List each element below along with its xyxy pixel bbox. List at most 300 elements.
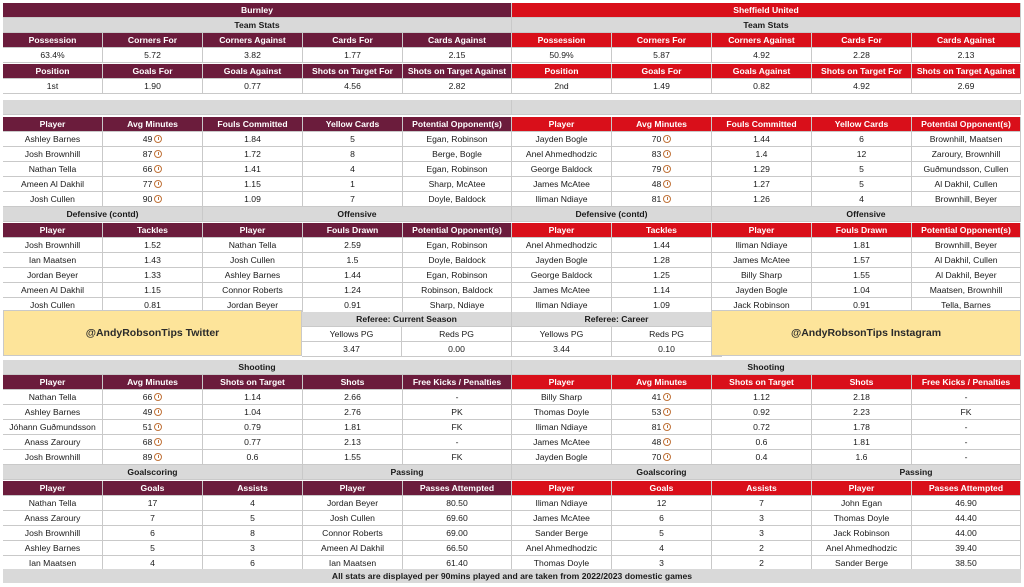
offensive-header (812, 223, 912, 238)
player-name-text: Ameen Al Dakhil (20, 285, 85, 295)
stat-value (612, 450, 712, 465)
stat-value (103, 450, 203, 465)
player-name-text: Jayden Bogle (535, 255, 588, 265)
player-name-text: Jordan Beyer (226, 300, 279, 310)
shooting-label-row (3, 360, 512, 375)
team-stats-header (303, 64, 403, 79)
table-row (512, 405, 1021, 420)
goalscoring-header-text: Goals (140, 483, 165, 493)
twitter-promo[interactable] (3, 310, 302, 356)
defensive-header (812, 117, 912, 132)
table-row (3, 268, 512, 283)
reds-label (402, 327, 512, 342)
team-stats-value-text: 5.87 (653, 50, 670, 60)
player-name (712, 238, 812, 253)
player-name-text: Nathan Tella (28, 164, 77, 174)
table-row (3, 253, 512, 268)
player-name (3, 435, 103, 450)
stat-value (712, 526, 812, 541)
team-stats-header-text: Shots on Target For (820, 66, 902, 76)
stat-value-text: 6 (150, 528, 155, 538)
player-name (512, 192, 612, 207)
stat-value (203, 132, 303, 147)
shooting-header (3, 375, 103, 390)
stat-value (612, 147, 712, 162)
stat-value (612, 238, 712, 253)
team-stats-value (812, 79, 912, 94)
stat-value (612, 283, 712, 298)
tackles-header (612, 223, 712, 238)
shooting-header (403, 375, 512, 390)
shooting-header (712, 375, 812, 390)
player-name-text: Anass Zaroury (24, 513, 81, 523)
goalscoring-header-text: Player (39, 483, 66, 493)
stat-value (403, 541, 512, 556)
team-stats-value (103, 79, 203, 94)
player-name-text: George Baldock (530, 270, 593, 280)
team-stats-value (512, 79, 612, 94)
clock-icon (154, 135, 162, 143)
stat-value-text: 1.41 (244, 164, 261, 174)
player-name (512, 511, 612, 526)
stat-value (403, 177, 512, 192)
yellows-label (512, 327, 612, 342)
defensive-header-row (512, 117, 1021, 132)
stat-value (303, 405, 403, 420)
player-name-text: Ashley Barnes (24, 543, 81, 553)
table-row (512, 390, 1021, 405)
table-row (512, 496, 1021, 511)
referee-label (512, 312, 722, 327)
shooting-header (812, 375, 912, 390)
stat-value (712, 435, 812, 450)
stat-value-text: 1.04 (853, 285, 870, 295)
stat-value-text: 1.12 (753, 392, 770, 402)
twitter-handle[interactable]: @AndyRobsonTips Twitter (85, 327, 220, 339)
stat-value-text: Egan, Robinson (426, 134, 488, 144)
player-name (512, 450, 612, 465)
player-name (303, 496, 403, 511)
team-stats-header-text: Cards Against (428, 35, 486, 45)
stat-value-text: 1.15 (244, 179, 261, 189)
team-stats-header-text: Shots on Target Against (916, 66, 1016, 76)
player-name (3, 268, 103, 283)
tackles-header (103, 223, 203, 238)
player-name (203, 283, 303, 298)
referee-label-row (302, 312, 512, 327)
stat-value (912, 526, 1021, 541)
stat-value (812, 450, 912, 465)
offensive-header (403, 223, 512, 238)
stat-value (203, 511, 303, 526)
player-name-text: Anass Zaroury (24, 437, 81, 447)
shooting-label (3, 360, 512, 375)
player-name-text: Jayden Bogle (735, 285, 788, 295)
stat-value-text: 5 (859, 179, 864, 189)
team-stats-header (103, 33, 203, 48)
passing-header (812, 481, 912, 496)
player-name-text: Jayden Bogle (535, 134, 588, 144)
stat-value-text: 2 (759, 558, 764, 568)
shooting-label (512, 360, 1021, 375)
stat-value-text: 1.28 (653, 255, 670, 265)
player-name-text: Ashley Barnes (224, 270, 281, 280)
instagram-handle[interactable]: @AndyRobsonTips Instagram (790, 327, 942, 339)
defensive-header-text: Potential Opponent(s) (921, 119, 1011, 129)
team-stats-header (812, 33, 912, 48)
stat-value-text: Robinson, Baldock (421, 285, 493, 295)
stat-value-text: Maatsen, Brownhill (929, 285, 1003, 295)
table-row (3, 238, 512, 253)
stat-value-text: 69.60 (446, 513, 468, 523)
player-name-text: Anel Ahmedhodzic (525, 149, 598, 159)
team-stats-header (612, 33, 712, 48)
table-row (3, 541, 512, 556)
referee-career-block (512, 312, 722, 357)
team-stats-label-row (3, 18, 512, 33)
defensive-header (203, 117, 303, 132)
stat-value-text: 0.77 (244, 437, 261, 447)
team-stats-value (303, 79, 403, 94)
shooting-header-text: Avg Minutes (636, 377, 687, 387)
reds-value-text: 0.10 (658, 344, 675, 354)
team-stats-header-text: Corners For (636, 35, 687, 45)
yellows-value (512, 342, 612, 357)
team-stats-header-text: Corners Against (219, 35, 286, 45)
yellows-label-text: Yellows PG (329, 329, 374, 339)
stat-value-text: - (455, 392, 459, 402)
stat-value-text: Egan, Robinson (426, 164, 488, 174)
shooting-header-row (512, 375, 1021, 390)
stat-value-text: Al Dakhil, Cullen (934, 179, 998, 189)
stat-value-text: 2.13 (344, 437, 361, 447)
player-name (3, 420, 103, 435)
team-stats-header-text: Position (544, 66, 579, 76)
stat-value (812, 268, 912, 283)
team-stats-value-text: 2.69 (957, 81, 975, 91)
player-name-text: Ameen Al Dakhil (20, 179, 85, 189)
team-stats-value-row-2 (3, 79, 512, 94)
team-stats-header-row (512, 33, 1021, 48)
player-name-text: Jordan Beyer (326, 498, 379, 508)
player-name-text: Nathan Tella (28, 498, 77, 508)
player-name-text: James McAtee (533, 513, 590, 523)
stat-value (712, 132, 812, 147)
stat-value-text: 1.04 (244, 407, 261, 417)
stat-value-text: 41 (651, 392, 662, 402)
defensive-header-text: Player (39, 119, 66, 129)
stat-value (812, 390, 912, 405)
stat-value-text: 1 (350, 179, 355, 189)
team-stats-header-text: Corners For (127, 35, 178, 45)
stat-value-text: 4 (659, 543, 664, 553)
stat-value (812, 405, 912, 420)
stat-value-text: 6 (250, 558, 255, 568)
stat-value (403, 268, 512, 283)
player-name-text: Jayden Bogle (535, 452, 588, 462)
sheffield-panel (512, 3, 1021, 583)
section-label-row (512, 465, 1021, 480)
defensive-contd-label (512, 207, 712, 222)
clock-icon (663, 408, 671, 416)
stat-value (403, 253, 512, 268)
stat-value-text: 4 (350, 164, 355, 174)
goalscoring-header-text: Goals (649, 483, 674, 493)
player-name-text: Josh Brownhill (24, 240, 81, 250)
stat-value-text: 2.23 (853, 407, 870, 417)
team-stats-header-text: Shots on Target Against (407, 66, 507, 76)
team-stats-value-text: 1st (46, 81, 59, 91)
team-stats-header-text: Cards Against (937, 35, 995, 45)
player-name (512, 541, 612, 556)
table-row (512, 511, 1021, 526)
goalscoring-header (103, 481, 203, 496)
player-name (512, 238, 612, 253)
stat-value (912, 390, 1021, 405)
player-name-text: Connor Roberts (222, 285, 283, 295)
stat-value (303, 420, 403, 435)
team-stats-value (712, 48, 812, 63)
section-label-row (3, 465, 512, 480)
stat-value-text: 0.6 (246, 452, 259, 462)
player-name (512, 268, 612, 283)
stat-value-text: - (964, 392, 968, 402)
stat-value-text: 66 (142, 392, 153, 402)
stat-value (303, 253, 403, 268)
stat-value-text: 6 (659, 513, 664, 523)
team-stats-value-text: 3.82 (244, 50, 261, 60)
stat-value-text: 39.40 (955, 543, 977, 553)
table-row (3, 132, 512, 147)
player-name-text: Sander Berge (834, 558, 889, 568)
shooting-header-row (3, 375, 512, 390)
shooting-header (303, 375, 403, 390)
shooting-label-row (512, 360, 1021, 375)
player-name (3, 496, 103, 511)
stat-value (303, 435, 403, 450)
stat-value (403, 147, 512, 162)
passing-header-text: Player (848, 483, 875, 493)
tackles-header-text: Player (39, 225, 66, 235)
stat-value-text: 5 (150, 543, 155, 553)
stat-value-text: 8 (350, 149, 355, 159)
stat-value-text: 1.4 (755, 149, 768, 159)
goalscoring-label-text: Goalscoring (127, 467, 178, 477)
stat-value (912, 162, 1021, 177)
table-row (3, 511, 512, 526)
team-banner-row (3, 3, 512, 18)
shooting-header-text: Shots on Target (220, 377, 285, 387)
team-stats-value (512, 48, 612, 63)
table-row (3, 162, 512, 177)
team-stats-value-text: 2.28 (853, 50, 870, 60)
team-stats-value (612, 48, 712, 63)
stat-value (812, 283, 912, 298)
defensive-header-text: Fouls Committed (726, 119, 797, 129)
defensive-header-text: Yellow Cards (325, 119, 380, 129)
table-row (3, 435, 512, 450)
stat-value (712, 450, 812, 465)
team-stats-value-text: 1.49 (653, 81, 670, 91)
table-row (3, 496, 512, 511)
instagram-promo[interactable] (711, 310, 1021, 356)
table-row (512, 283, 1021, 298)
stat-value (612, 511, 712, 526)
shooting-header (203, 375, 303, 390)
stat-value (303, 268, 403, 283)
team-stats-value-text: 4.92 (753, 50, 770, 60)
stat-value-text: FK (451, 452, 463, 462)
stat-value-text: 1.81 (344, 422, 361, 432)
stat-value (303, 238, 403, 253)
stat-value-text: 12 (856, 149, 867, 159)
team-stats-header (912, 64, 1021, 79)
clock-icon (154, 438, 162, 446)
stat-value-text: - (964, 437, 968, 447)
stat-value-text: 1.44 (753, 134, 770, 144)
defensive-header (612, 117, 712, 132)
tackles-header-text: Tackles (137, 225, 168, 235)
stat-value (712, 147, 812, 162)
stat-value-text: 4 (859, 194, 864, 204)
player-name (3, 283, 103, 298)
stat-value (612, 541, 712, 556)
stat-value-text: Brownhill, Maatsen (929, 134, 1003, 144)
defensive-header (403, 117, 512, 132)
passing-label (812, 465, 1021, 480)
stat-value (103, 435, 203, 450)
clock-icon (154, 453, 162, 461)
stat-value-text: 48 (651, 437, 662, 447)
team-name (3, 3, 512, 18)
stat-value-text: 1.44 (344, 270, 361, 280)
offensive-header-text: Potential Opponent(s) (412, 225, 502, 235)
stat-value (612, 405, 712, 420)
player-name (812, 511, 912, 526)
stat-value (103, 541, 203, 556)
stats-sheet (3, 3, 1021, 583)
player-name-text: James McAtee (533, 437, 590, 447)
yellows-value (302, 342, 402, 357)
clock-icon (663, 393, 671, 401)
stat-value-text: 70 (651, 452, 662, 462)
team-stats-header (103, 64, 203, 79)
stat-value (403, 496, 512, 511)
team-name-text: Sheffield United (733, 5, 799, 15)
player-name (812, 541, 912, 556)
team-stats-header-text: Goals Against (732, 66, 791, 76)
team-stats-value-text: 1.77 (344, 50, 361, 60)
player-name-text: James McAtee (533, 285, 590, 295)
team-stats-value (303, 48, 403, 63)
team-stats-label-text: Team Stats (234, 20, 280, 30)
player-name-text: Ashley Barnes (24, 407, 81, 417)
stat-value (203, 420, 303, 435)
player-name (712, 283, 812, 298)
stat-value (403, 390, 512, 405)
stat-value (812, 435, 912, 450)
player-name-text: James McAtee (733, 255, 790, 265)
stat-value-text: Doyle, Baldock (428, 255, 486, 265)
stat-value-text: Al Dakhil, Cullen (934, 255, 998, 265)
goalscoring-header (512, 481, 612, 496)
player-name (3, 253, 103, 268)
stat-value (912, 496, 1021, 511)
stat-value (912, 450, 1021, 465)
passing-header (403, 481, 512, 496)
player-name-text: Ashley Barnes (24, 134, 81, 144)
stat-value-text: 46.90 (955, 498, 977, 508)
stat-value (403, 450, 512, 465)
stat-value-text: 1.15 (144, 285, 161, 295)
stat-value-text: FK (451, 422, 463, 432)
player-name-text: Josh Cullen (330, 513, 375, 523)
stat-value-text: 1.24 (344, 285, 361, 295)
player-name-text: Billy Sharp (540, 392, 583, 402)
stat-value-text: 48 (651, 179, 662, 189)
player-name (3, 511, 103, 526)
offensive-header (203, 223, 303, 238)
defensive-header-text: Avg Minutes (127, 119, 178, 129)
stat-value (812, 253, 912, 268)
shooting-header-text: Shots (849, 377, 874, 387)
stat-value-text: 0.79 (244, 422, 261, 432)
stat-value-text: FK (960, 407, 972, 417)
stat-value (403, 238, 512, 253)
stat-value (812, 177, 912, 192)
stat-value (812, 162, 912, 177)
stat-value-text: 2.18 (853, 392, 870, 402)
stat-value-text: 77 (142, 179, 153, 189)
stat-value-text: 81 (651, 194, 662, 204)
passing-header-text: Player (339, 483, 366, 493)
stat-value (612, 177, 712, 192)
stat-value-text: 1.43 (144, 255, 161, 265)
offensive-header-text: Fouls Drawn (835, 225, 888, 235)
team-stats-value-row (512, 48, 1021, 63)
passing-header-text: Passes Attempted (419, 483, 495, 493)
player-name (812, 526, 912, 541)
tackles-header (3, 223, 103, 238)
player-name (3, 526, 103, 541)
stat-value (712, 390, 812, 405)
team-stats-value (912, 48, 1021, 63)
stat-value-text: Al Dakhil, Beyer (935, 270, 997, 280)
stat-value-text: Sharp, McAtee (428, 179, 486, 189)
stat-value (203, 541, 303, 556)
player-name (512, 253, 612, 268)
stat-value-text: 7 (150, 513, 155, 523)
stat-value-text: 1.44 (653, 240, 670, 250)
spacer-row (512, 100, 1021, 115)
team-stats-value-text: 5.72 (144, 50, 161, 60)
referee-current-block (302, 312, 512, 357)
player-name (303, 511, 403, 526)
table-row (3, 147, 512, 162)
reds-label (612, 327, 722, 342)
clock-icon (154, 408, 162, 416)
tackles-offensive-header-row (3, 223, 512, 238)
stat-value (103, 132, 203, 147)
team-stats-header-text: Goals For (132, 66, 173, 76)
offensive-header-text: Potential Opponent(s) (921, 225, 1011, 235)
defensive-header-text: Yellow Cards (834, 119, 889, 129)
team-stats-label-text: Team Stats (743, 20, 789, 30)
table-row (3, 177, 512, 192)
reds-value (612, 342, 722, 357)
stat-value-text: 1.25 (653, 270, 670, 280)
stat-value (912, 177, 1021, 192)
